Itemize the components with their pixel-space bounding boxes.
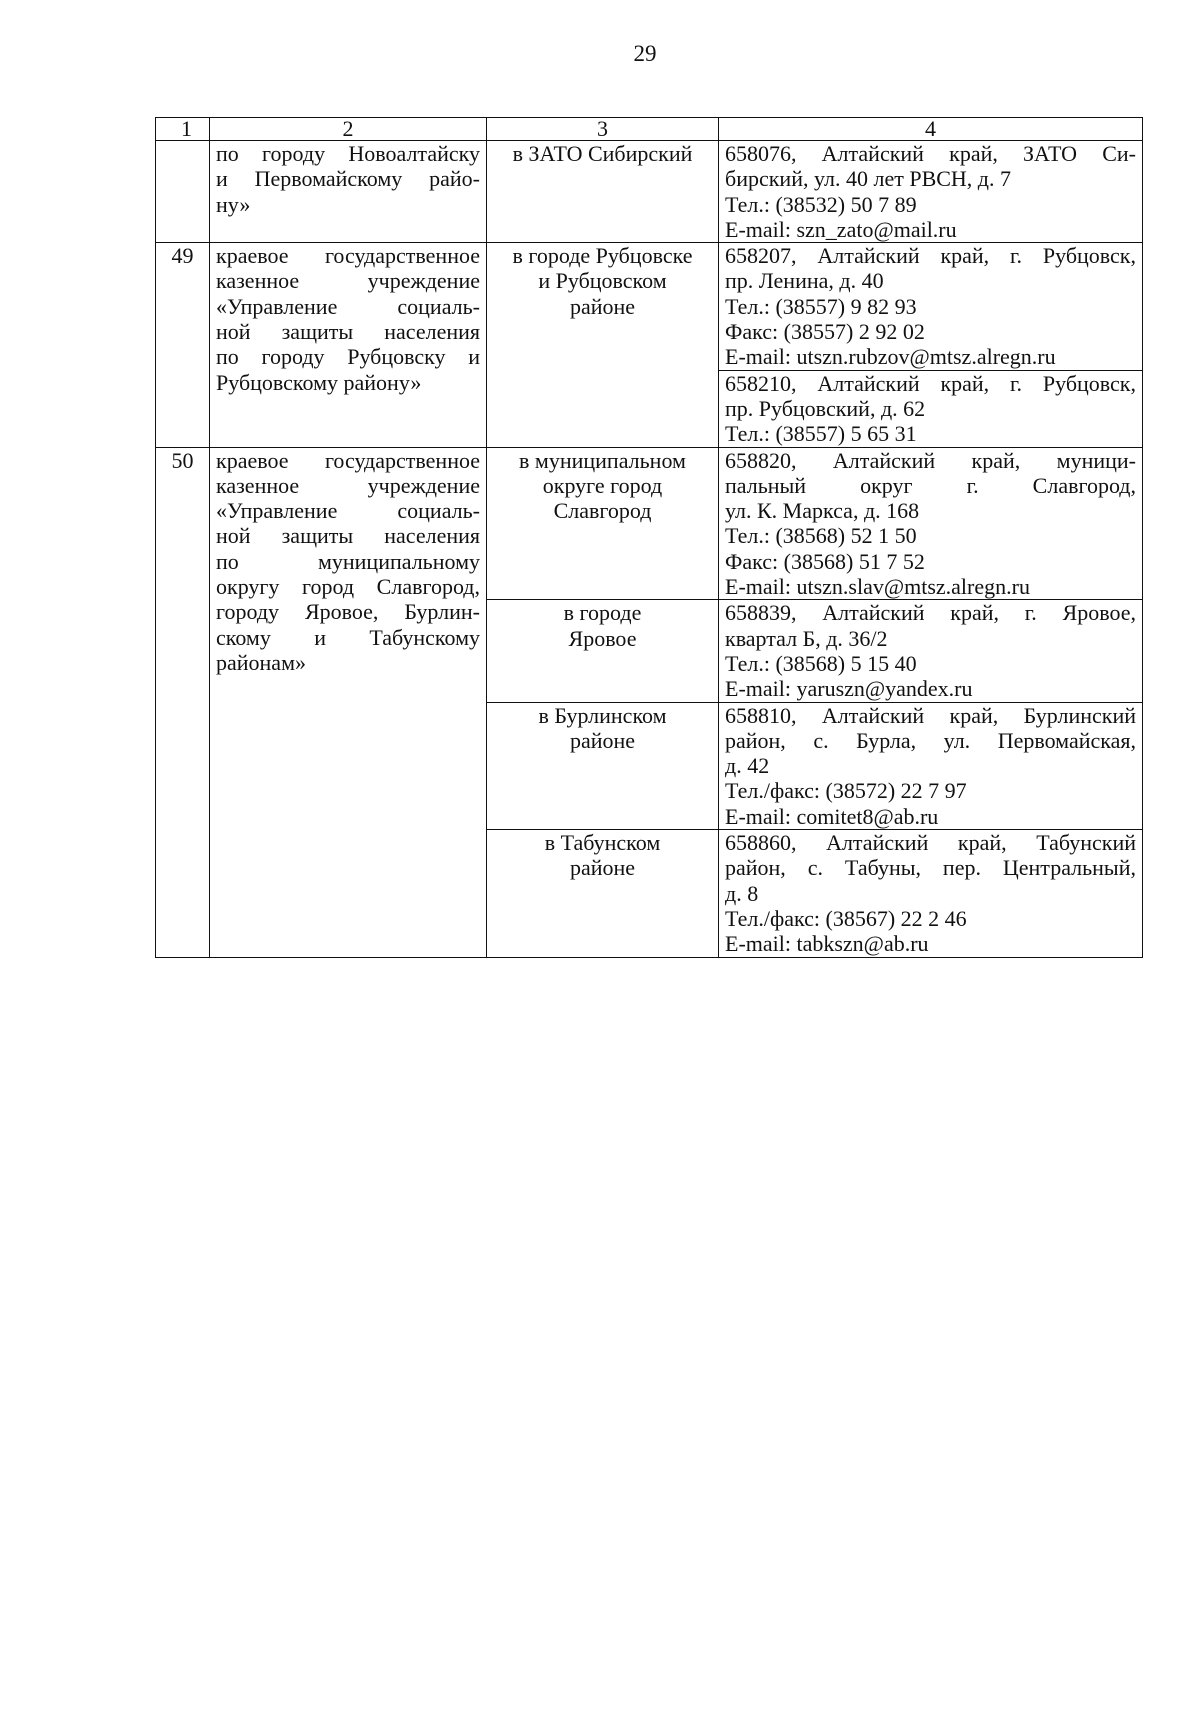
territory-cell bbox=[487, 830, 719, 957]
text-line: 658210, Алтайский край, г. Рубцовск, bbox=[725, 370, 1136, 396]
text-line: Тел./факс: (38567) 22 2 46 bbox=[725, 905, 967, 931]
email-line: E-mail: comitet8@ab.ru bbox=[725, 803, 939, 829]
text-line: ной защиты населения bbox=[216, 523, 480, 549]
text-line: Тел.: (38568) 5 15 40 bbox=[725, 650, 917, 676]
table-row-continuation bbox=[156, 141, 1143, 243]
text-line: районе bbox=[569, 855, 636, 881]
text-line: районам» bbox=[216, 649, 306, 675]
text-line: пр. Рубцовский, д. 62 bbox=[725, 395, 926, 421]
text-line: округе город bbox=[542, 472, 663, 498]
text-line: казенное учреждение bbox=[216, 472, 480, 498]
text-line: бирский, ул. 40 лет РВСН, д. 7 bbox=[725, 166, 1011, 192]
text-line: Факс: (38557) 2 92 02 bbox=[725, 319, 925, 345]
text-line: городу Яровое, Бурлин- bbox=[216, 599, 480, 625]
text-line: «Управление социаль- bbox=[216, 293, 480, 319]
email-line: E-mail: szn_zato@mail.ru bbox=[725, 216, 957, 242]
territory-cell bbox=[487, 702, 719, 829]
page-number: 29 bbox=[633, 41, 657, 66]
row-number-cell: 49 bbox=[156, 243, 210, 447]
text-line: район, с. Бурла, ул. Первомайская, bbox=[725, 727, 1136, 753]
institution-cell bbox=[210, 243, 487, 447]
address-cell bbox=[719, 830, 1143, 957]
text-line: районе bbox=[569, 727, 636, 753]
offices-table bbox=[155, 117, 1143, 958]
text-line: в Табунском bbox=[544, 830, 661, 856]
address-cell bbox=[719, 141, 1143, 243]
text-line: «Управление социаль- bbox=[216, 498, 480, 524]
territory-cell bbox=[487, 243, 719, 447]
text-line: 658839, Алтайский край, г. Яровое, bbox=[725, 600, 1136, 626]
text-line: по муниципальному bbox=[216, 548, 480, 574]
text-line: 658820, Алтайский край, муници- bbox=[725, 447, 1136, 473]
table-row-49 bbox=[156, 243, 1143, 370]
text-line: район, с. Табуны, пер. Центральный, bbox=[725, 855, 1136, 881]
text-line: Рубцовскому району» bbox=[216, 369, 422, 395]
text-line: Яровое bbox=[568, 625, 637, 651]
email-line: E-mail: yaruszn@yandex.ru bbox=[725, 676, 973, 702]
header-col-4: 4 bbox=[719, 118, 1143, 141]
text-line: скому и Табунскому bbox=[216, 624, 480, 650]
text-line: Факс: (38568) 51 7 52 bbox=[725, 548, 925, 574]
text-line: и Первомайскому райо- bbox=[216, 166, 480, 192]
address-cell bbox=[719, 447, 1143, 600]
text-line: 658810, Алтайский край, Бурлинский bbox=[725, 702, 1136, 728]
text-line: и Рубцовском bbox=[538, 268, 667, 294]
text-line: Тел.: (38557) 5 65 31 bbox=[725, 421, 917, 447]
text-line: по городу Новоалтайску bbox=[216, 141, 480, 166]
email-line: E-mail: utszn.slav@mtsz.alregn.ru bbox=[725, 574, 1030, 600]
text-line: краевое государственное bbox=[216, 243, 480, 269]
text-line: д. 8 bbox=[725, 880, 759, 906]
text-line: квартал Б, д. 36/2 bbox=[725, 625, 888, 651]
text-line: Тел.: (38557) 9 82 93 bbox=[725, 293, 917, 319]
text-line: Тел.: (38532) 50 7 89 bbox=[725, 191, 917, 217]
text-line: краевое государственное bbox=[216, 447, 480, 473]
address-cell bbox=[719, 243, 1143, 370]
territory-cell bbox=[487, 447, 719, 600]
text-line: в ЗАТО Сибирский bbox=[512, 141, 693, 166]
text-line: в Бурлинском bbox=[538, 702, 667, 728]
text-line: 658076, Алтайский край, ЗАТО Си- bbox=[725, 141, 1136, 166]
territory-cell bbox=[487, 600, 719, 702]
row-number-cell bbox=[156, 141, 210, 243]
text-line: пр. Ленина, д. 40 bbox=[725, 268, 884, 294]
text-line: в городе Рубцовске bbox=[512, 243, 693, 269]
email-line: E-mail: tabkszn@ab.ru bbox=[725, 931, 929, 957]
text-line: ну» bbox=[216, 191, 251, 217]
row-number-cell: 50 bbox=[156, 447, 210, 957]
text-line: ной защиты населения bbox=[216, 319, 480, 345]
header-col-1: 1 bbox=[156, 118, 210, 141]
text-line: округу город Славгород, bbox=[216, 574, 480, 600]
institution-cell bbox=[210, 447, 487, 957]
table-header-row bbox=[156, 118, 1143, 141]
text-line: казенное учреждение bbox=[216, 268, 480, 294]
text-line: в муниципальном bbox=[519, 447, 686, 473]
address-cell bbox=[719, 600, 1143, 702]
text-line: пальный округ г. Славгород, bbox=[725, 472, 1136, 498]
text-line: 658860, Алтайский край, Табунский bbox=[725, 830, 1136, 856]
text-line: по городу Рубцовску и bbox=[216, 344, 480, 370]
address-cell bbox=[719, 370, 1143, 447]
table-row-50 bbox=[156, 447, 1143, 600]
text-line: ул. К. Маркса, д. 168 bbox=[725, 498, 920, 524]
territory-cell bbox=[487, 141, 719, 243]
header-col-2: 2 bbox=[210, 118, 487, 141]
text-line: Тел.: (38568) 52 1 50 bbox=[725, 523, 917, 549]
text-line: районе bbox=[569, 293, 636, 319]
text-line: в городе bbox=[563, 600, 642, 626]
text-line: д. 42 bbox=[725, 753, 770, 779]
institution-cell bbox=[210, 141, 487, 243]
email-line: E-mail: utszn.rubzov@mtsz.alregn.ru bbox=[725, 344, 1056, 370]
header-col-3: 3 bbox=[487, 118, 719, 141]
text-line: Славгород bbox=[553, 498, 652, 524]
text-line: 658207, Алтайский край, г. Рубцовск, bbox=[725, 243, 1136, 269]
text-line: Тел./факс: (38572) 22 7 97 bbox=[725, 778, 967, 804]
address-cell bbox=[719, 702, 1143, 829]
